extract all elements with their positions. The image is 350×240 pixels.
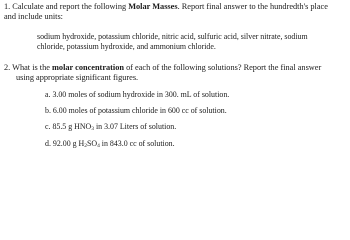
item-d-subscript-1: 2 bbox=[84, 143, 87, 149]
item-d-prefix: d. 92.00 g H bbox=[45, 139, 85, 148]
question-2-keyword: molar concentration bbox=[52, 63, 124, 72]
item-d-middle: SO bbox=[86, 139, 98, 148]
item-d-subscript-2: 4 bbox=[97, 143, 100, 149]
question-2-item-a: a. 3.00 moles of sodium hydroxide in 300. mL of solution. bbox=[45, 90, 230, 99]
question-1-keyword: Molar Masses bbox=[128, 2, 178, 11]
item-c-prefix: c. 85.5 g HNO bbox=[45, 122, 92, 131]
item-c-suffix: in 3.07 Liters of solution. bbox=[94, 122, 177, 131]
question-2-item-b: b. 6.00 moles of potassium chloride in 600 cc of solution. bbox=[45, 106, 227, 115]
question-2-prefix: 2. What is the bbox=[4, 63, 53, 72]
question-2-line-2: using appropriate significant figures. bbox=[16, 73, 139, 82]
compound-list-line-1: sodium hydroxide, potassium chloride, nitric acid, sulfuric acid, silver nitrate, sodium bbox=[37, 32, 308, 41]
item-d-suffix: in 843.0 cc of solution. bbox=[99, 139, 175, 148]
item-c-subscript: 3 bbox=[91, 126, 94, 132]
question-2-suffix: of each of the following solutions? Report the final answer bbox=[124, 63, 322, 72]
question-1-line-1 bbox=[4, 3, 328, 11]
compound-list-line-2: chloride, potassium hydroxide, and ammonium chloride. bbox=[37, 42, 216, 51]
question-1-prefix: 1. Calculate and report the following bbox=[4, 2, 129, 11]
question-2-item-c bbox=[45, 123, 176, 131]
question-2-item-d bbox=[45, 140, 175, 148]
question-2-line-1 bbox=[4, 64, 321, 72]
question-1-line-2: and include units: bbox=[4, 12, 63, 21]
question-1-suffix: . Report final answer to the hundredth's place bbox=[177, 2, 328, 11]
